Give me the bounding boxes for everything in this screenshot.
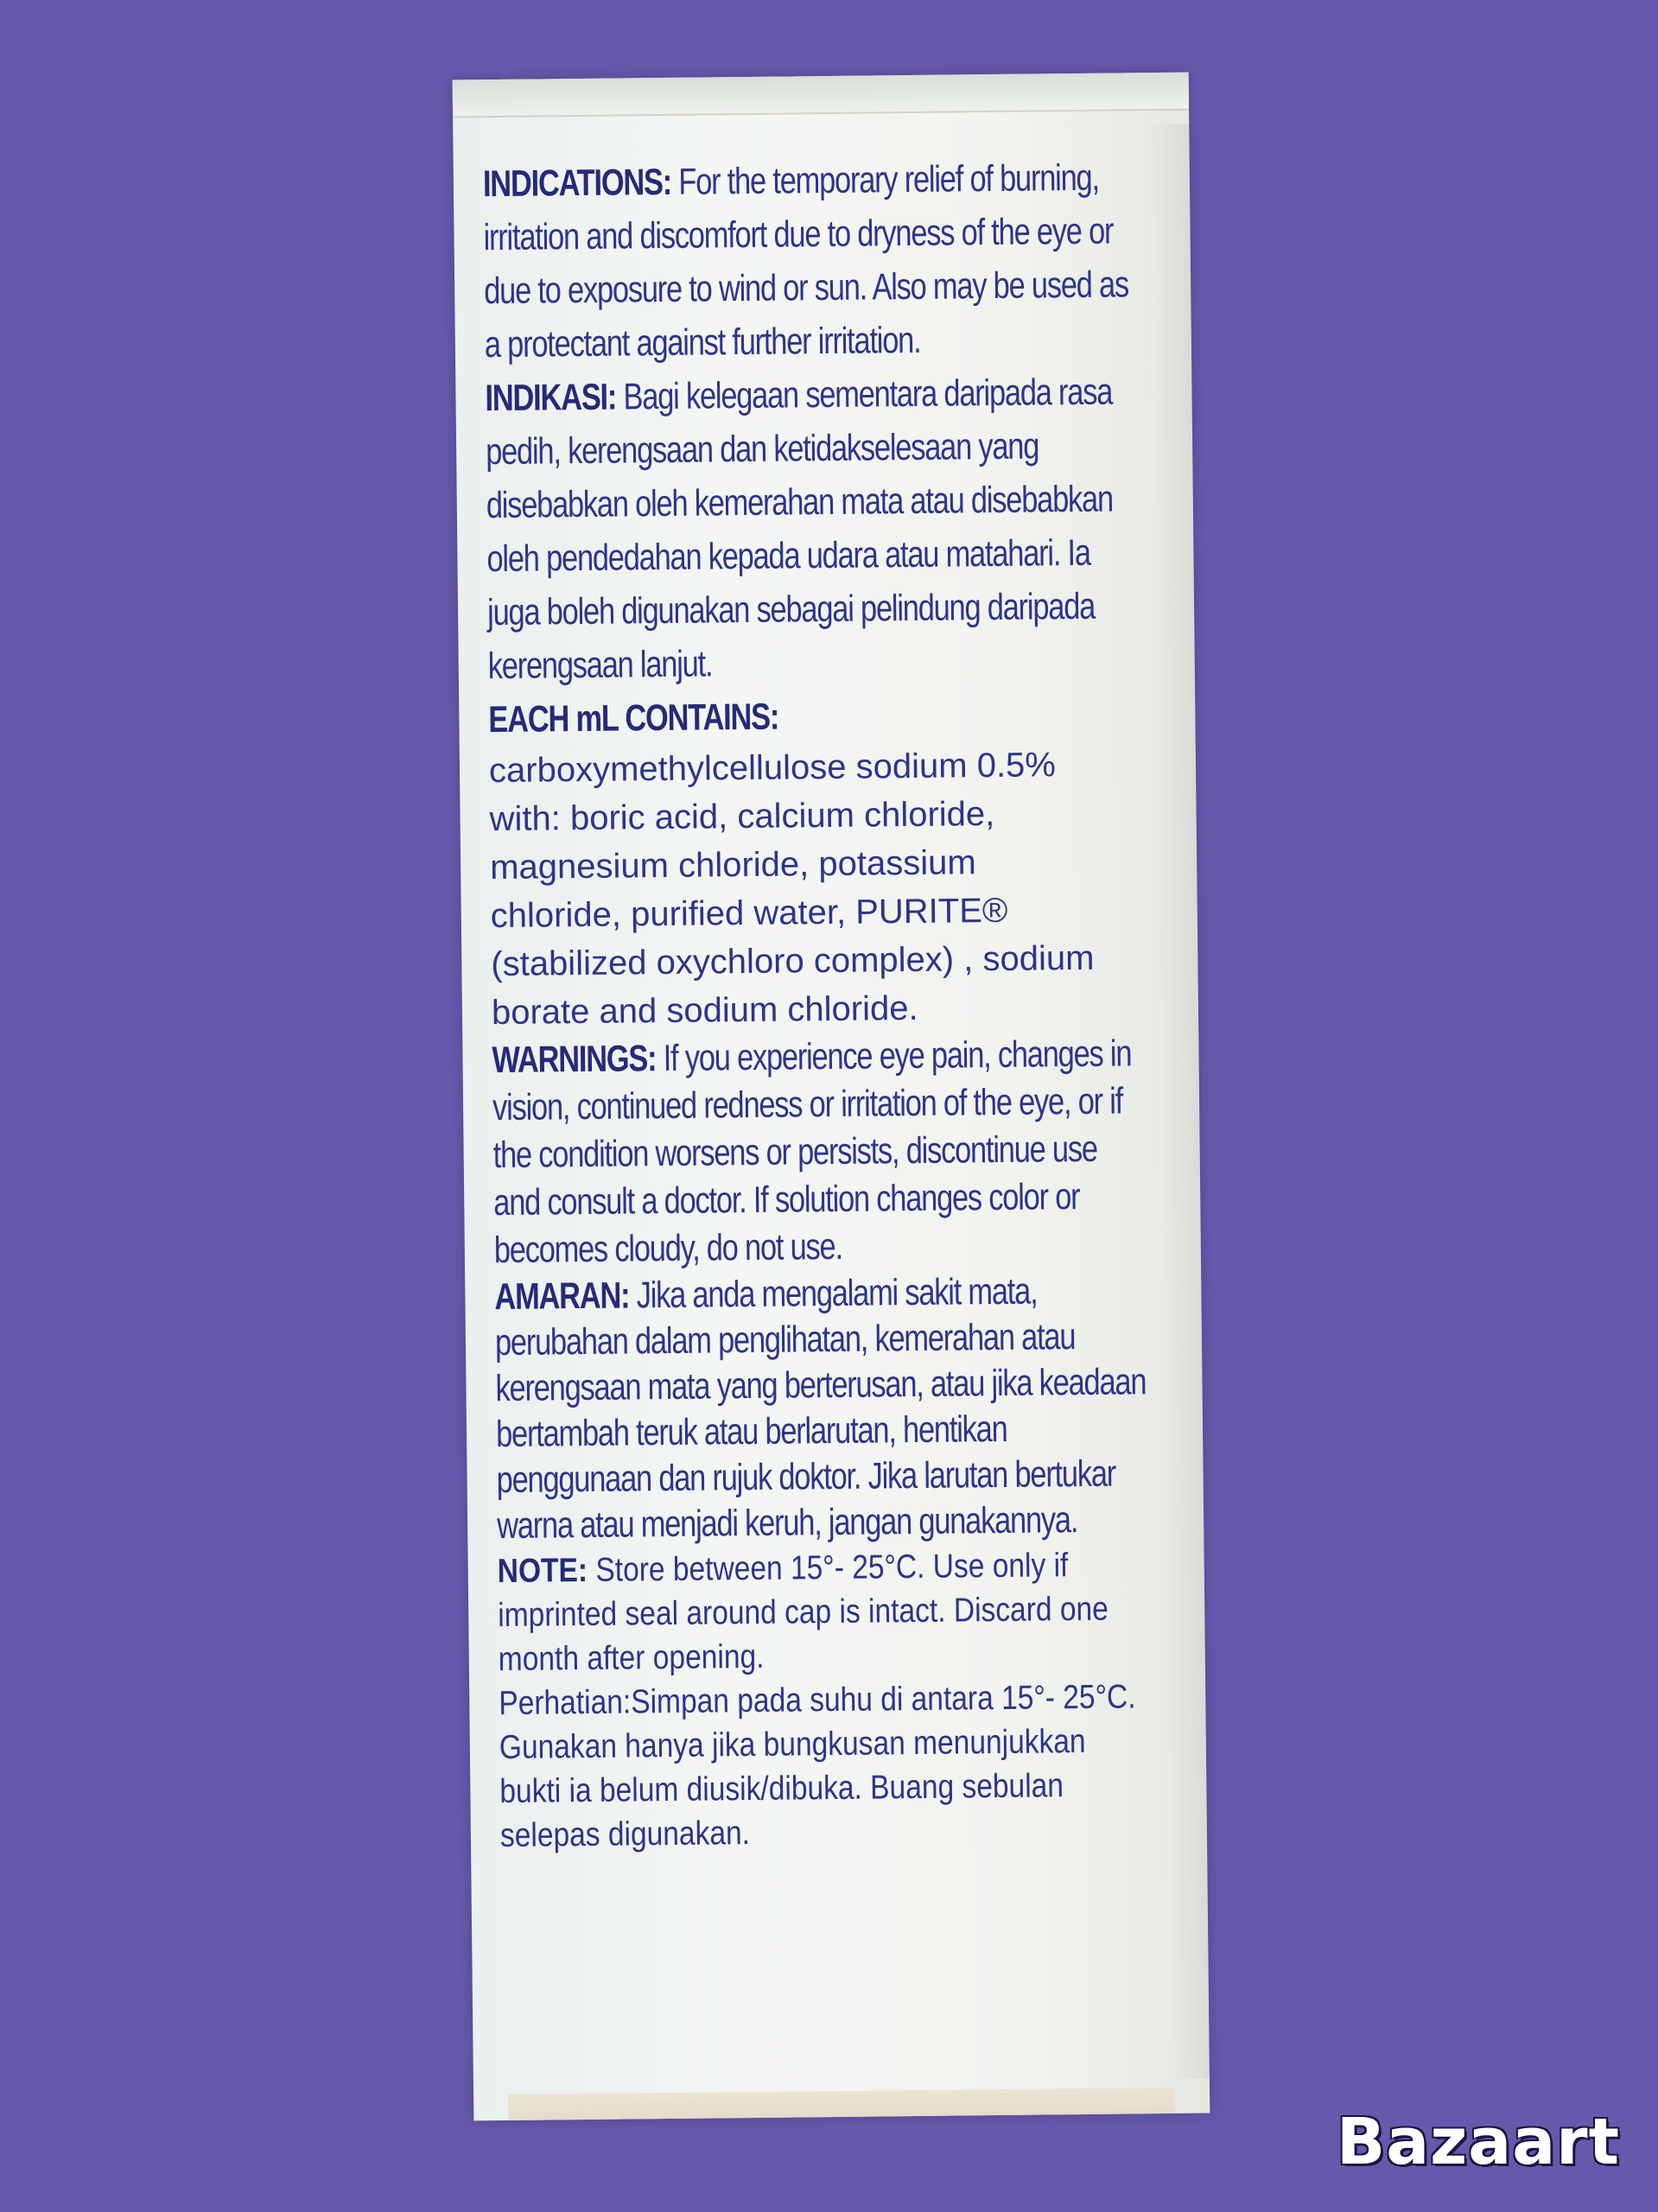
contains-text: carboxymethylcellulose sodium 0.5% with: boric acid, calcium chloride, magnesium chloride, potassium chloride, purified water, PURITE® (stabilized oxychloro complex) , sodium borate and sodium chloride. bbox=[488, 746, 1095, 1033]
warnings-text: If you experience eye pain, changes in vision, continued redness or irritation of the eye, or if the condition worsens or persists, discontinue use and consult a doctor. If solution changes color or becomes cloudy, do not use. bbox=[492, 1033, 1132, 1272]
amaran-heading: AMARAN: bbox=[494, 1274, 630, 1319]
contains-section bbox=[489, 741, 1114, 1038]
contains-heading: EACH mL CONTAINS: bbox=[488, 696, 779, 741]
indications-heading: INDICATIONS: bbox=[482, 161, 672, 206]
warnings-section bbox=[492, 1030, 1151, 1274]
note-heading: NOTE: bbox=[497, 1551, 588, 1591]
perhatian-text: Perhatian:Simpan pada suhu di antara 15°- 25°C. Gunakan hanya jika bungkusan menunjukkan bukti ia belum diusik/dibuka. Buang sebulan selepas digunakan. bbox=[499, 1678, 1136, 1855]
contains-heading-section bbox=[488, 686, 1146, 747]
indications-text: For the temporary relief of burning, irritation and discomfort due to dryness of the eye or due to exposure to wind or sun. Also may be used as a protectant against further irritation. bbox=[483, 156, 1129, 366]
indikasi-text: Bagi kelegaan sementara daripada rasa pedih, kerengsaan dan ketidakselesaan yang disebabkan oleh kemerahan mata atau disebabkan oleh pendedahan kepada udara atau matahari. Ia juga boleh digunakan sebagai pelindung daripada kerengsaan lanjut. bbox=[485, 371, 1114, 688]
note-section bbox=[497, 1542, 1152, 1681]
bazaart-watermark: Bazaart bbox=[1336, 2105, 1620, 2179]
indikasi-section bbox=[485, 365, 1145, 693]
product-box-side-panel bbox=[453, 73, 1210, 2121]
amaran-text: Jika anda mengalami sakit mata, perubahan dalam penglihatan, kemerahan atau kerengsaan mata yang berterusan, atau jika keadaan bertambah teruk atau berlarutan, hentikan penggunaan dan rujuk doktor. Jika larutan bertukar warna atau menjadi keruh, jangan gunakannya. bbox=[494, 1270, 1147, 1548]
perhatian-section bbox=[499, 1675, 1154, 1858]
note-text: Store between 15°- 25°C. Use only if imprinted seal around cap is intact. Discard one month after opening. bbox=[498, 1547, 1109, 1679]
label-text-block bbox=[483, 150, 1158, 1858]
indikasi-heading: INDIKASI: bbox=[485, 376, 617, 420]
amaran-section bbox=[494, 1268, 1153, 1549]
box-edge-shading bbox=[1149, 124, 1210, 2079]
indications-section bbox=[483, 150, 1142, 372]
warnings-heading: WARNINGS: bbox=[492, 1038, 657, 1082]
